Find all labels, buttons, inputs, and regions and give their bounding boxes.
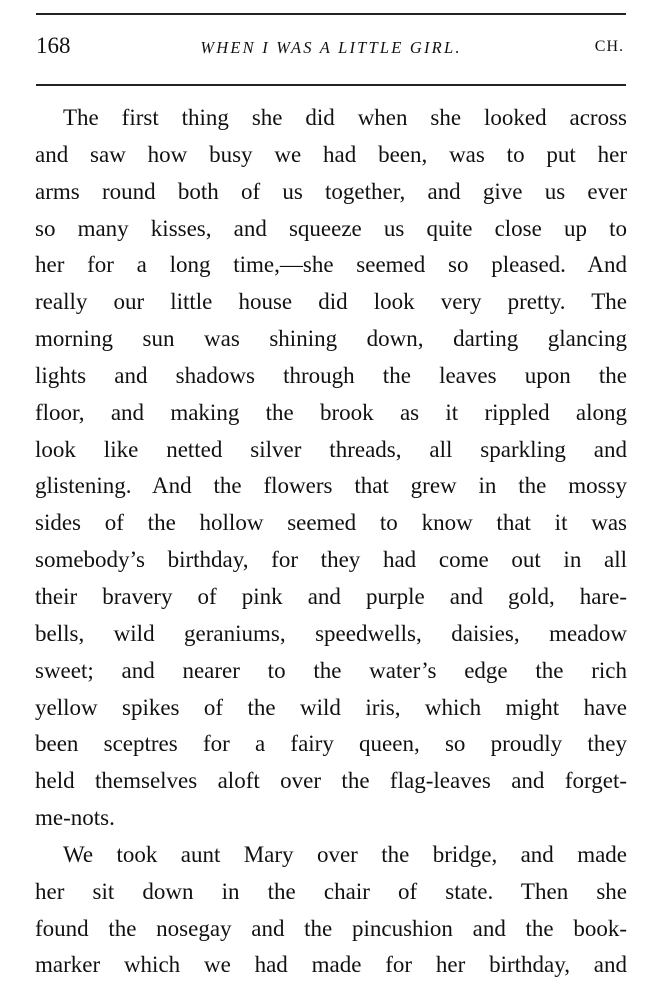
running-header (36, 33, 626, 73)
text-line: morning sun was shining down, darting glancing (35, 326, 627, 352)
text-line: and saw how busy we had been, was to put her (35, 141, 627, 167)
text-line: been sceptres for a fairy queen, so proudly they (35, 731, 627, 757)
chapter-mark: CH. (594, 38, 624, 55)
text-line: so many kisses, and squeeze us quite close up to (35, 215, 627, 241)
text-line: marker which we had made for her birthday, and (35, 952, 627, 978)
text-line: me-nots. (35, 805, 115, 831)
text-line: somebody’s birthday, for they had come out in all (35, 547, 627, 573)
text-line: really our little house did look very pretty. The (35, 289, 627, 315)
header-bottom-rule (36, 84, 626, 86)
text-line: The first thing she did when she looked across (63, 105, 627, 130)
text-line: bells, wild geraniums, speedwells, daisies, meadow (35, 620, 627, 646)
text-line: glistening. And the flowers that grew in the mossy (35, 473, 627, 499)
running-title: WHEN I WAS A LITTLE GIRL. (200, 38, 462, 57)
text-line: held themselves aloft over the flag-leaves and forget- (35, 768, 627, 794)
text-line: floor, and making the brook as it rippled along (35, 399, 627, 425)
text-line: their bravery of pink and purple and gold, hare- (35, 583, 627, 609)
body-text (35, 100, 627, 984)
text-line: sides of the hollow seemed to know that it was (35, 510, 627, 536)
text-line: look like netted silver threads, all sparkling and (35, 436, 627, 462)
text-line: arms round both of us together, and give us ever (35, 178, 627, 204)
text-line: found the nosegay and the pincushion and the book- (35, 915, 627, 941)
text-line: lights and shadows through the leaves upon the (35, 362, 627, 388)
header-top-rule (36, 13, 626, 15)
text-line: her sit down in the chair of state. Then she (35, 878, 627, 904)
text-line: We took aunt Mary over the bridge, and made (63, 841, 627, 867)
text-line: sweet; and nearer to the water’s edge the rich (35, 657, 627, 683)
text-line: yellow spikes of the wild iris, which might have (35, 694, 627, 720)
page-number: 168 (36, 33, 71, 58)
text-line: her for a long time,—she seemed so pleased. And (35, 252, 627, 278)
